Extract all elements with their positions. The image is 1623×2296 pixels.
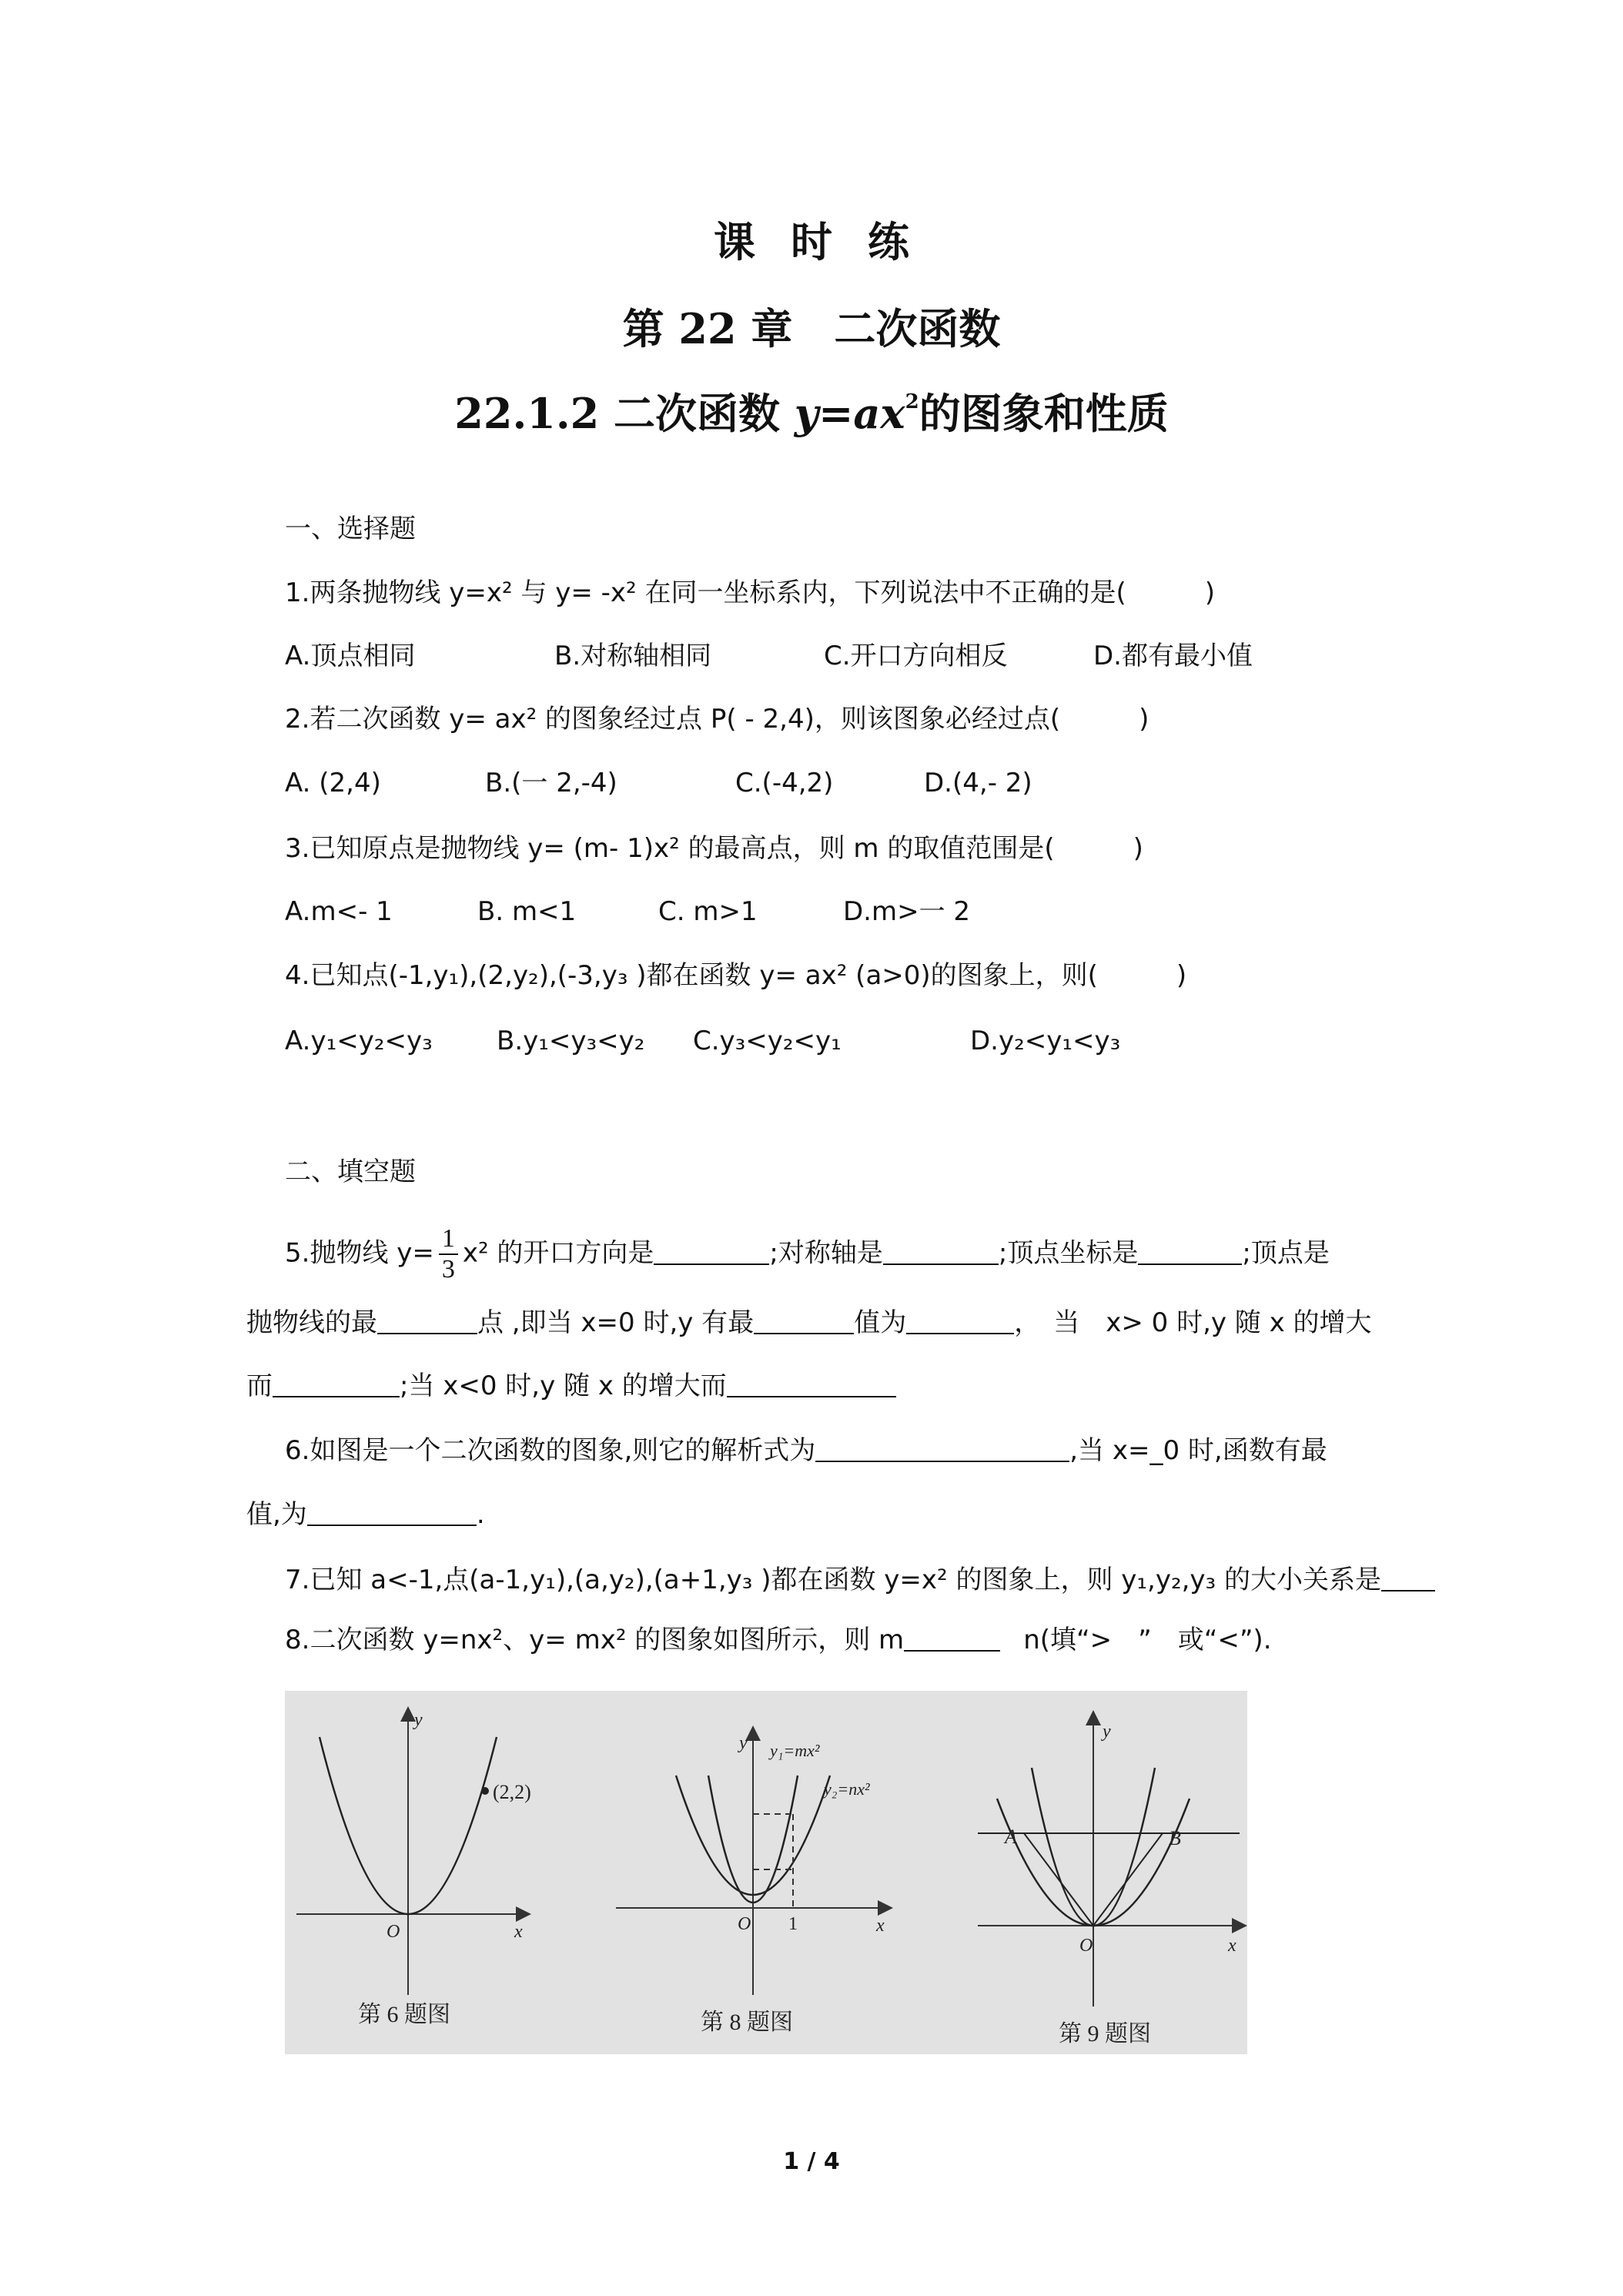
q3-option-b: B. m<1 (477, 896, 577, 927)
answer-blank[interactable] (1138, 1237, 1242, 1265)
section-heading-fill: 二、填空题 (285, 1156, 416, 1187)
q1-option-a: A.顶点相同 (285, 641, 416, 671)
section-suffix: 的图象和性质 (919, 389, 1169, 438)
question-4: 4.已知点(-1,y₁),(2,y₂),(-3,y₃ )都在函数 y= ax² (a>0)的图象上，则( ) (285, 960, 1187, 991)
q5-line3-a: 而 (246, 1371, 273, 1401)
question-2: 2.若二次函数 y= ax² 的图象经过点 P( - 2,4)，则该图象必经过点( ) (285, 704, 1149, 735)
q2-option-c: C.(-4,2) (735, 768, 834, 798)
section-exp: 2 (905, 390, 919, 413)
fraction-numerator: 1 (439, 1224, 458, 1255)
question-5-line-1 (285, 1224, 1330, 1284)
question-1: 1.两条抛物线 y=x² 与 y= -x² 在同一坐标系内，下列说法中不正确的是( ) (285, 577, 1215, 608)
q3-option-a: A.m<- 1 (285, 896, 393, 927)
q4-option-c: C.y₃<y₂<y₁ (693, 1026, 842, 1056)
q5-line2-c: 值为 (854, 1307, 907, 1338)
fraction-denominator: 3 (441, 1255, 455, 1284)
q4-option-d: D.y₂<y₁<y₃ (970, 1026, 1121, 1056)
q5-text-e: ;顶点是 (1242, 1237, 1330, 1269)
answer-blank[interactable] (904, 1624, 1000, 1652)
q3-option-c: C. m>1 (658, 896, 758, 927)
fig6-y-label: y (414, 1710, 423, 1730)
q5-text-c: ;对称轴是 (769, 1237, 883, 1269)
answer-blank[interactable] (754, 1307, 854, 1334)
fig9-caption: 第 9 题图 (1059, 2021, 1151, 2047)
fig6-origin-label: O (387, 1922, 400, 1942)
fig8-caption: 第 8 题图 (701, 2010, 793, 2035)
question-3: 3.已知原点是抛物线 y= (m- 1)x² 的最高点，则 m 的取值范围是( ) (285, 833, 1143, 864)
fraction-one-third (439, 1224, 458, 1284)
page-number: 1 / 4 (783, 2148, 840, 2175)
q4-option-a: A.y₁<y₂<y₃ (285, 1026, 433, 1056)
fig9-x-label: x (1228, 1936, 1236, 1956)
fig9-point-a: A (1005, 1826, 1017, 1848)
fig8-x-label: x (876, 1916, 885, 1936)
question-8 (285, 1623, 1272, 1657)
answer-blank[interactable] (815, 1434, 1069, 1462)
section-title (0, 381, 1623, 440)
question-6-line-2 (246, 1498, 485, 1531)
fig6-caption: 第 6 题图 (358, 2002, 450, 2027)
q2-option-d: D.(4,- 2) (924, 768, 1032, 798)
question-5-line-2 (246, 1306, 1372, 1340)
question-5-line-3 (246, 1369, 896, 1403)
q3-option-d: D.m>一 2 (843, 896, 971, 927)
fig6-point-label: (2,2) (493, 1781, 531, 1803)
figures-image (285, 1691, 1247, 2054)
figure-9 (978, 1718, 1240, 2047)
fig6-point (481, 1787, 489, 1795)
q7-text: 7.已知 a<-1,点(a-1,y₁),(a,y₂),(a+1,y₃ )都在函数 y=x² 的图象上，则 y₁,y₂,y₃ 的大小关系是 (285, 1565, 1381, 1595)
q4-option-b: B.y₁<y₃<y₂ (497, 1026, 645, 1056)
q6-text-b: ,当 x=_0 时,函数有最 (1069, 1435, 1327, 1466)
q1-option-c: C.开口方向相反 (824, 641, 1008, 671)
fig8-one-label: 1 (788, 1914, 798, 1934)
answer-blank[interactable] (906, 1307, 1014, 1334)
answer-blank[interactable] (654, 1237, 769, 1265)
figure-8 (616, 1733, 885, 2035)
q5-line2-b: 点 ,即当 x=0 时,y 有最 (477, 1307, 755, 1338)
fig8-y2-label: y₂=nx² (824, 1779, 870, 1799)
fig9-y-label: y (1103, 1722, 1111, 1742)
fig9-point-b: B (1169, 1827, 1181, 1849)
q6-line2-b: . (476, 1499, 485, 1530)
q2-option-b: B.(一 2,-4) (485, 768, 617, 798)
fig8-origin-label: O (738, 1914, 751, 1934)
q8-text-a: 8.二次函数 y=nx²、y= mx² 的图象如图所示，则 m (285, 1625, 905, 1655)
q1-option-d: D.都有最小值 (1093, 641, 1253, 671)
answer-blank[interactable] (727, 1370, 896, 1397)
q8-text-b: n(填“> ” 或“<”). (1023, 1625, 1272, 1655)
question-7 (285, 1563, 1435, 1597)
answer-blank[interactable] (1381, 1564, 1435, 1591)
figure-6 (296, 1710, 531, 2027)
chapter-title: 第 22 章 二次函数 (622, 304, 1001, 353)
q6-text-a: 6.如图是一个二次函数的图象,则它的解析式为 (285, 1435, 816, 1466)
q5-line2-a: 抛物线的最 (246, 1307, 377, 1338)
q5-line2-d: ， 当 x> 0 时,y 随 x 的增大 (1014, 1307, 1372, 1338)
q5-text-a: 5.抛物线 y= (285, 1237, 434, 1269)
q1-option-b: B.对称轴相同 (554, 641, 712, 671)
answer-blank[interactable] (273, 1370, 400, 1397)
figures-svg (285, 1691, 1247, 2054)
q5-text-b: x² 的开口方向是 (462, 1237, 654, 1269)
section-prefix: 22.1.2 二次函数 (454, 389, 795, 438)
fig9-origin-label: O (1079, 1936, 1093, 1956)
answer-blank[interactable] (307, 1498, 477, 1526)
section-heading-choice: 一、选择题 (285, 514, 416, 544)
q5-text-d: ;顶点坐标是 (998, 1237, 1139, 1269)
fig6-x-label: x (514, 1922, 523, 1942)
fig8-y1-label: y₁=mx² (770, 1741, 820, 1760)
section-func: y=ax (794, 389, 905, 438)
q5-line3-b: ;当 x<0 时,y 随 x 的增大而 (400, 1371, 727, 1401)
question-6-line-1 (285, 1434, 1327, 1468)
q6-line2-a: 值,为 (246, 1499, 307, 1530)
answer-blank[interactable] (883, 1237, 999, 1265)
fig8-y-label: y (739, 1733, 748, 1753)
page-title: 课时练 (714, 217, 945, 266)
q2-option-a: A. (2,4) (285, 768, 381, 798)
answer-blank[interactable] (377, 1307, 477, 1334)
